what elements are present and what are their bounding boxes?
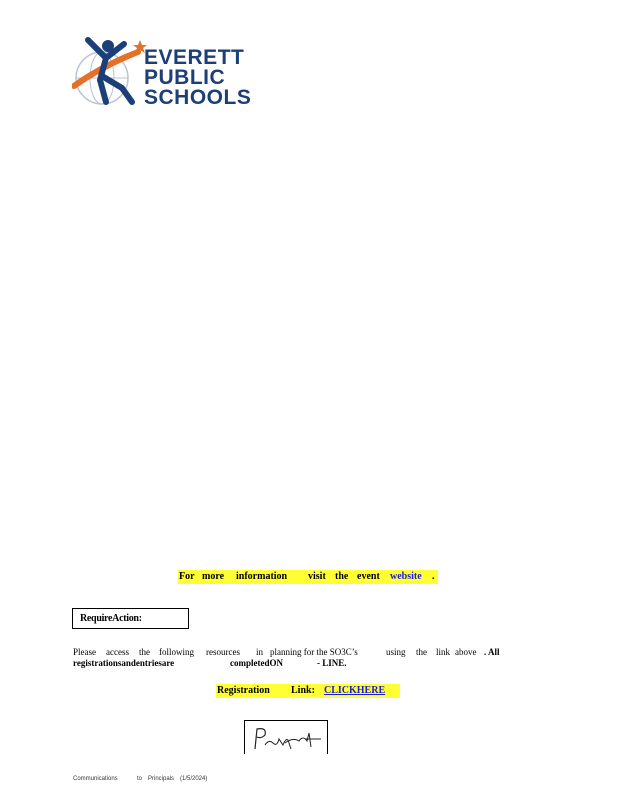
paragraph-word: access <box>106 647 129 657</box>
more-info-word: For <box>179 571 195 582</box>
more-info-word: visit <box>308 571 326 582</box>
footer-word: Principals <box>148 776 175 782</box>
required-action-box <box>72 608 189 629</box>
paragraph-word: Please <box>73 647 96 657</box>
more-info-period: . <box>432 571 435 582</box>
click-here-link[interactable]: CLICKHERE <box>324 685 386 696</box>
logo-line-2: PUBLIC <box>144 66 226 89</box>
logo-line-1: EVERETT <box>144 46 245 69</box>
more-info-word: more <box>202 571 225 582</box>
registration-label: Registration <box>217 685 270 696</box>
more-info-word: the <box>335 571 349 582</box>
paragraph-word: link <box>436 647 451 657</box>
paragraph-word: the <box>416 647 427 657</box>
more-info-line <box>178 570 438 584</box>
registration-link-label: Link: <box>291 685 315 696</box>
logo-line-3: SCHOOLS <box>144 86 252 109</box>
signature-box <box>244 720 328 754</box>
paragraph-word: planning for the SO3C’s <box>270 647 358 657</box>
website-link[interactable]: website <box>390 571 422 582</box>
more-info-word: information <box>236 571 288 582</box>
paragraph-word: in <box>256 647 264 657</box>
signature-icon <box>249 725 325 753</box>
footer-date: (1/5/2024) <box>180 776 208 782</box>
required-action-label: RequireAction: <box>80 613 142 624</box>
more-info-word: event <box>357 571 380 582</box>
paragraph-word: using <box>386 647 406 657</box>
logo-text <box>144 48 251 108</box>
footer-word: Communications <box>73 776 118 782</box>
paragraph-word: above <box>455 647 477 657</box>
paragraph-word: following <box>159 647 194 657</box>
paragraph-word: resources <box>206 647 240 657</box>
paragraph-word: the <box>139 647 150 657</box>
registration-line <box>216 684 400 698</box>
footer-word: to <box>137 776 143 782</box>
paragraph-word: completedON <box>230 658 283 668</box>
paragraph-word: registrationsandentriesare <box>73 658 175 668</box>
paragraph-word: - LINE. <box>317 658 347 668</box>
paragraph-word: . All <box>484 647 500 657</box>
